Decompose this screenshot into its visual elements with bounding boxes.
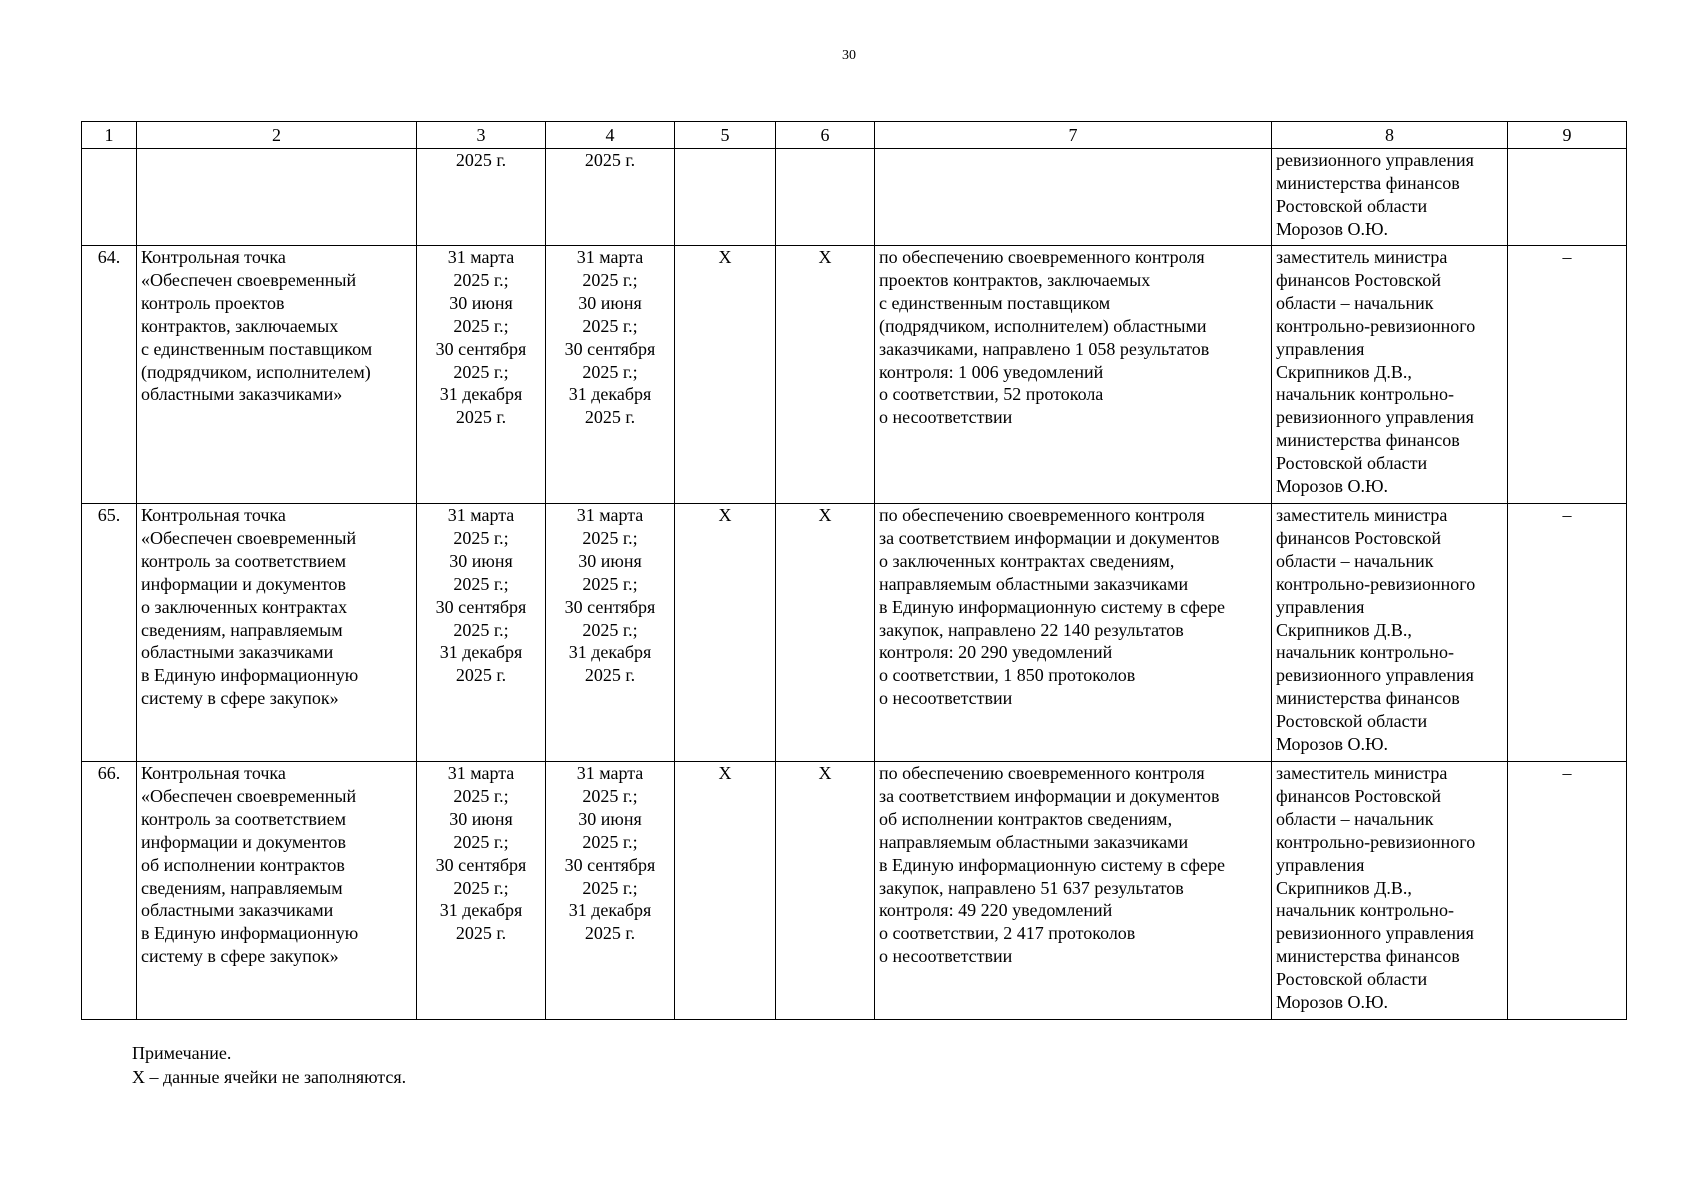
row-number-cell — [82, 149, 137, 246]
column-6-cell: Х — [776, 504, 875, 762]
result-cell: по обеспечению своевременного контроля за соответствием информации и документов об исполнении контрактов сведениям, направляемым областными заказчиками в Единую информационную систему в сфере закупок, направлено 51 637 результатов контроля: 49 220 уведомлений о соответствии, 2 417 протоколов о несоответствии — [875, 762, 1272, 1020]
table-row — [82, 246, 1627, 504]
column-header: 4 — [546, 122, 675, 149]
table-note — [132, 1041, 406, 1089]
column-5-cell — [675, 149, 776, 246]
plan-date-cell: 31 марта 2025 г.; 30 июня 2025 г.; 30 сентября 2025 г.; 31 декабря 2025 г. — [417, 762, 546, 1020]
plan-date-cell: 31 марта 2025 г.; 30 июня 2025 г.; 30 сентября 2025 г.; 31 декабря 2025 г. — [417, 504, 546, 762]
fact-date-cell: 31 марта 2025 г.; 30 июня 2025 г.; 30 сентября 2025 г.; 31 декабря 2025 г. — [546, 504, 675, 762]
column-9-cell: – — [1508, 762, 1627, 1020]
column-9-cell: – — [1508, 504, 1627, 762]
control-point-name-cell: Контрольная точка «Обеспечен своевременный контроль проектов контрактов, заключаемых с единственным поставщиком (подрядчиком, исполнителем) областными заказчиками» — [137, 246, 417, 504]
fact-date-cell: 31 марта 2025 г.; 30 июня 2025 г.; 30 сентября 2025 г.; 31 декабря 2025 г. — [546, 246, 675, 504]
row-number-cell: 66. — [82, 762, 137, 1020]
responsible-cell: заместитель министра финансов Ростовской области – начальник контрольно-ревизионного управления Скрипников Д.В., начальник контрольно- ревизионного управления министерства финансов Ростовской области Морозов О.Ю. — [1272, 504, 1508, 762]
responsible-cell: заместитель министра финансов Ростовской области – начальник контрольно-ревизионного управления Скрипников Д.В., начальник контрольно- ревизионного управления министерства финансов Ростовской области Морозов О.Ю. — [1272, 762, 1508, 1020]
column-header: 5 — [675, 122, 776, 149]
column-9-cell: – — [1508, 246, 1627, 504]
result-cell — [875, 149, 1272, 246]
control-point-name-cell: Контрольная точка «Обеспечен своевременный контроль за соответствием информации и документов об исполнении контрактов сведениям, направляемым областными заказчиками в Единую информационную систему в сфере закупок» — [137, 762, 417, 1020]
table-row — [82, 762, 1627, 1020]
control-points-table — [81, 121, 1627, 1020]
plan-date-cell: 2025 г. — [417, 149, 546, 246]
result-cell: по обеспечению своевременного контроля за соответствием информации и документов о заключенных контрактах сведениям, направляемым областными заказчиками в Единую информационную систему в сфере закупок, направлено 22 140 результатов контроля: 20 290 уведомлений о соответствии, 1 850 протоколов о несоответствии — [875, 504, 1272, 762]
control-point-name-cell — [137, 149, 417, 246]
row-number-cell: 65. — [82, 504, 137, 762]
responsible-cell: заместитель министра финансов Ростовской области – начальник контрольно-ревизионного управления Скрипников Д.В., начальник контрольно- ревизионного управления министерства финансов Ростовской области Морозов О.Ю. — [1272, 246, 1508, 504]
column-5-cell: Х — [675, 246, 776, 504]
column-6-cell — [776, 149, 875, 246]
note-text: Х – данные ячейки не заполняются. — [132, 1067, 407, 1087]
column-header: 7 — [875, 122, 1272, 149]
column-5-cell: Х — [675, 504, 776, 762]
result-cell: по обеспечению своевременного контроля проектов контрактов, заключаемых с единственным поставщиком (подрядчиком, исполнителем) областными заказчиками, направлено 1 058 результатов контроля: 1 006 уведомлений о соответствии, 52 протокола о несоответствии — [875, 246, 1272, 504]
control-point-name-cell: Контрольная точка «Обеспечен своевременный контроль за соответствием информации и документов о заключенных контрактах сведениям, направляемым областными заказчиками в Единую информационную систему в сфере закупок» — [137, 504, 417, 762]
plan-date-cell: 31 марта 2025 г.; 30 июня 2025 г.; 30 сентября 2025 г.; 31 декабря 2025 г. — [417, 246, 546, 504]
table-row — [82, 504, 1627, 762]
fact-date-cell: 2025 г. — [546, 149, 675, 246]
note-title: Примечание. — [132, 1043, 232, 1063]
column-header: 2 — [137, 122, 417, 149]
column-header: 8 — [1272, 122, 1508, 149]
row-number-cell: 64. — [82, 246, 137, 504]
page-number: 30 — [842, 48, 856, 63]
column-header: 3 — [417, 122, 546, 149]
column-number-row — [82, 122, 1627, 149]
fact-date-cell: 31 марта 2025 г.; 30 июня 2025 г.; 30 сентября 2025 г.; 31 декабря 2025 г. — [546, 762, 675, 1020]
column-header: 1 — [82, 122, 137, 149]
column-6-cell: Х — [776, 246, 875, 504]
column-header: 6 — [776, 122, 875, 149]
column-6-cell: Х — [776, 762, 875, 1020]
column-9-cell — [1508, 149, 1627, 246]
responsible-cell: ревизионного управления министерства финансов Ростовской области Морозов О.Ю. — [1272, 149, 1508, 246]
column-5-cell: Х — [675, 762, 776, 1020]
table-row — [82, 149, 1627, 246]
column-header: 9 — [1508, 122, 1627, 149]
